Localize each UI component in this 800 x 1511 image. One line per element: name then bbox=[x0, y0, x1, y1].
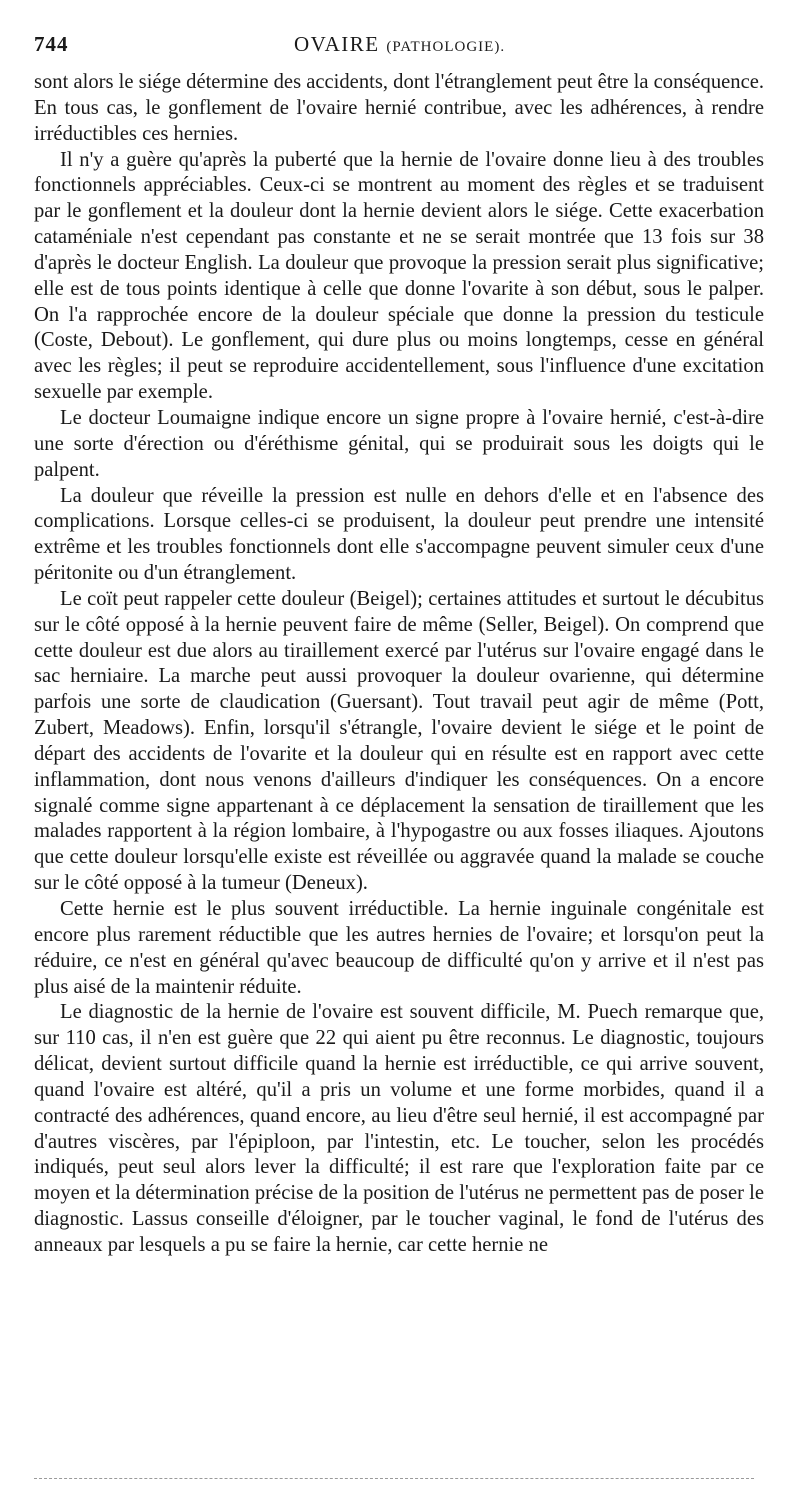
body-text bbox=[34, 70, 764, 1259]
running-title bbox=[294, 32, 505, 57]
paragraph-4: La douleur que réveille la pression est nulle en dehors d'elle et en l'absence des complications. Lorsque celles-ci se produisent, la douleur peut prendre une intensité extrême et les troubles fonctionnels dont elle s'accompagne peuvent simuler ceux d'une péritonite ou d'un étranglement. bbox=[34, 484, 764, 585]
book-page bbox=[34, 28, 764, 1259]
page-number: 744 bbox=[34, 32, 69, 56]
paragraph-1: sont alors le siége détermine des accidents, dont l'étranglement peut être la conséquence. En tous cas, le gonflement de l'ovaire hernié contribue, avec les adhérences, à rendre irréductibles ces hernies. bbox=[34, 71, 764, 145]
paragraph-6: Cette hernie est le plus souvent irréductible. La hernie inguinale congénitale est encore plus rarement réductible que les autres hernies de l'ovaire; et lorsqu'on peut la réduire, ce n'est en général qu'avec beaucoup de difficulté qu'on y arrive et il n'est pas plus aisé de la maintenir réduite. bbox=[34, 898, 764, 998]
running-title-main: OVAIRE bbox=[294, 32, 380, 56]
paragraph-5: Le coït peut rappeler cette douleur (Beigel); certaines attitudes et surtout le décubitus sur le côté opposé à la hernie peuvent faire de même (Seller, Beigel). On comprend que cette douleur est due alors au tiraillement exercé par l'utérus sur l'ovaire engagé dans le sac herniaire. La marche peut aussi provoquer la douleur ovarienne, qui détermine parfois une sorte de claudication (Guersant). Tout travail peut agir de même (Pott, Zubert, Meadows). Enfin, lorsqu'il s'étrangle, l'ovaire devient le siége et le point de départ des accidents de l'ovarite et la douleur qui en résulte est en rapport avec cette inflammation, dont nous venons d'ailleurs d'indiquer les conséquences. On a encore signalé comme signe appartenant à ce déplacement la sensation de tiraillement que les malades rapportent à la région lombaire, à l'hypogastre ou aux fosses iliaques. Ajoutons que cette douleur lorsqu'elle existe est réveillée ou aggravée quand la malade se couche sur le côté opposé à la tumeur (Deneux). bbox=[34, 587, 764, 895]
paragraph-7: Le diagnostic de la hernie de l'ovaire est souvent difficile, M. Puech remarque que, sur 110 cas, il n'en est guère que 22 qui aient pu être reconnus. Le diagnostic, toujours délicat, devient surtout difficile quand la hernie est irréductible, ce qui arrive souvent, quand l'ovaire est altéré, qu'il a pris un volume et une forme morbides, quand il a contracté des adhérences, quand encore, au lieu d'être seul hernié, il est accompagné par d'autres viscères, par l'épiploon, par l'intestin, etc. Le toucher, selon les procédés indiqués, peut seul alors lever la difficulté; il est rare que l'exploration faite par ce moyen et la détermination précise de la position de l'utérus ne permettent pas de poser le diagnostic. Lassus conseille d'éloigner, par le toucher vaginal, le fond de l'utérus des anneaux par lesquels a pu se faire la hernie, car cette hernie ne bbox=[34, 1001, 764, 1256]
running-title-sub: (PATHOLOGIE). bbox=[386, 39, 506, 55]
paragraph-2: Il n'y a guère qu'après la puberté que la hernie de l'ovaire donne lieu à des troubles fonctionnels appréciables. Ceux-ci se montrent au moment des règles et se traduisent par le gonflement et la douleur dont la hernie devient alors le siége. Cette exacerbation cataméniale n'est cependant pas constante et ne se serait montrée que 13 fois sur 38 d'après le docteur English. La douleur que provoque la pression serait plus significative; elle est de tous points identique à celle que donne l'ovarite à son début, sous le palper. On l'a rapprochée encore de la douleur spéciale que donne la pression du testicule (Coste, Debout). Le gonflement, qui dure plus ou moins longtemps, cesse en général avec les règles; il peut se reproduire accidentellement, sous l'influence d'une excitation sexuelle par exemple. bbox=[34, 148, 764, 404]
running-head bbox=[34, 28, 764, 68]
footer-rule bbox=[34, 1478, 754, 1481]
paragraph-3: Le docteur Loumaigne indique encore un signe propre à l'ovaire hernié, c'est-à-dire une sorte d'érection ou d'éréthisme génital, qui se produirait sous les doigts qui le palpent. bbox=[34, 406, 764, 481]
